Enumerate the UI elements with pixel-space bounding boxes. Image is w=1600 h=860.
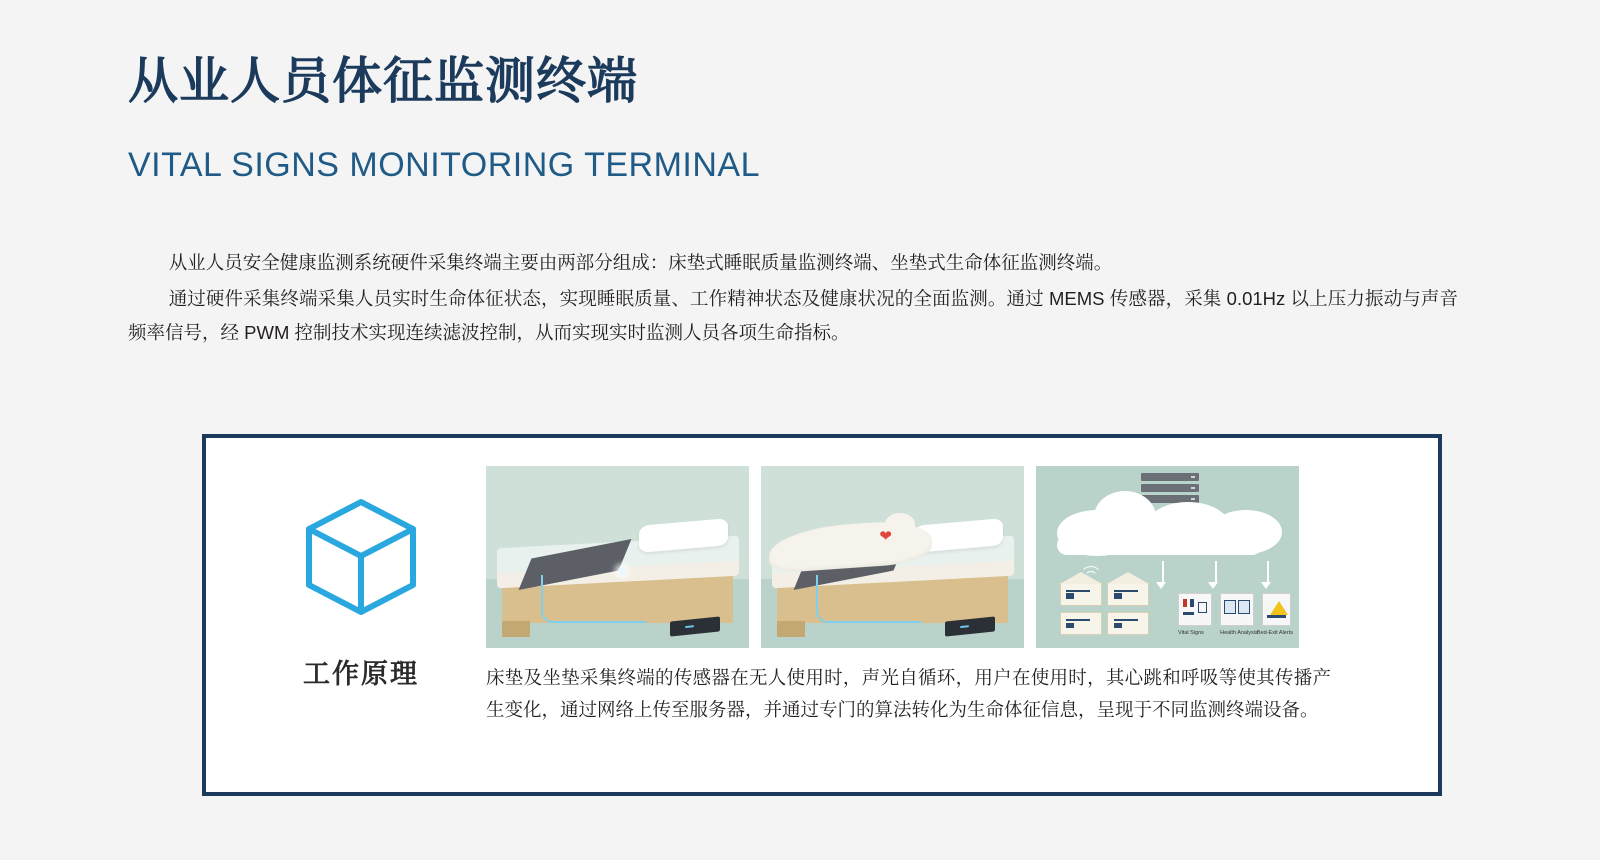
- image-cloud-network-terminals: [1036, 466, 1299, 648]
- principle-block: [246, 496, 476, 691]
- heart-icon: ❤: [879, 528, 892, 546]
- terminal-vital-signs: [1178, 593, 1212, 626]
- paragraph-2: 通过硬件采集终端采集人员实时生命体征状态，实现睡眠质量、工作精神状态及健康状况的全面监测。通过 MEMS 传感器，采集 0.01Hz 以上压力振动与声音频率信号，经 PWM 控制技术实现连续滤波控制，从而实现实时监测人员各项生命指标。: [128, 288, 1458, 344]
- terminal-bed-exit-alerts: [1262, 593, 1291, 626]
- terminal-bed-exit-alerts-label: Bed-Exit Alerts: [1256, 629, 1293, 636]
- cube-icon: [301, 496, 421, 618]
- server-rack-icon: [1141, 473, 1199, 503]
- room-card-1: [1060, 582, 1102, 606]
- page-title-en: VITAL SIGNS MONITORING TERMINAL: [128, 146, 760, 184]
- terminal-health-analysis: [1220, 593, 1254, 626]
- principle-label: 工作原理: [303, 659, 419, 689]
- image-mattress-sensor-empty: [486, 466, 749, 648]
- room-card-4: [1107, 612, 1149, 636]
- terminal-health-analysis-label: Health Analysis: [1220, 629, 1258, 636]
- room-card-3: [1060, 612, 1102, 636]
- paragraph-1: 从业人员安全健康监测系统硬件采集终端主要由两部分组成：床垫式睡眠质量监测终端、坐垫式生命体征监测终端。: [168, 252, 1113, 273]
- working-principle-panel: [202, 434, 1442, 796]
- image-mattress-sensor-in-use: [761, 466, 1024, 648]
- intro-text: [128, 246, 1458, 353]
- room-card-2: [1107, 582, 1149, 606]
- page-title-zh: 从业人员体征监测终端: [128, 53, 638, 109]
- terminal-vital-signs-label: Vital Signs: [1178, 629, 1204, 636]
- panel-caption: 床垫及坐垫采集终端的传感器在无人使用时，声光自循环，用户在使用时，其心跳和呼吸等使其传播产生变化，通过网络上传至服务器，并通过专门的算法转化为生命体征信息，呈现于不同监测终端设备。: [486, 667, 1331, 721]
- illustration-row: [486, 466, 1299, 648]
